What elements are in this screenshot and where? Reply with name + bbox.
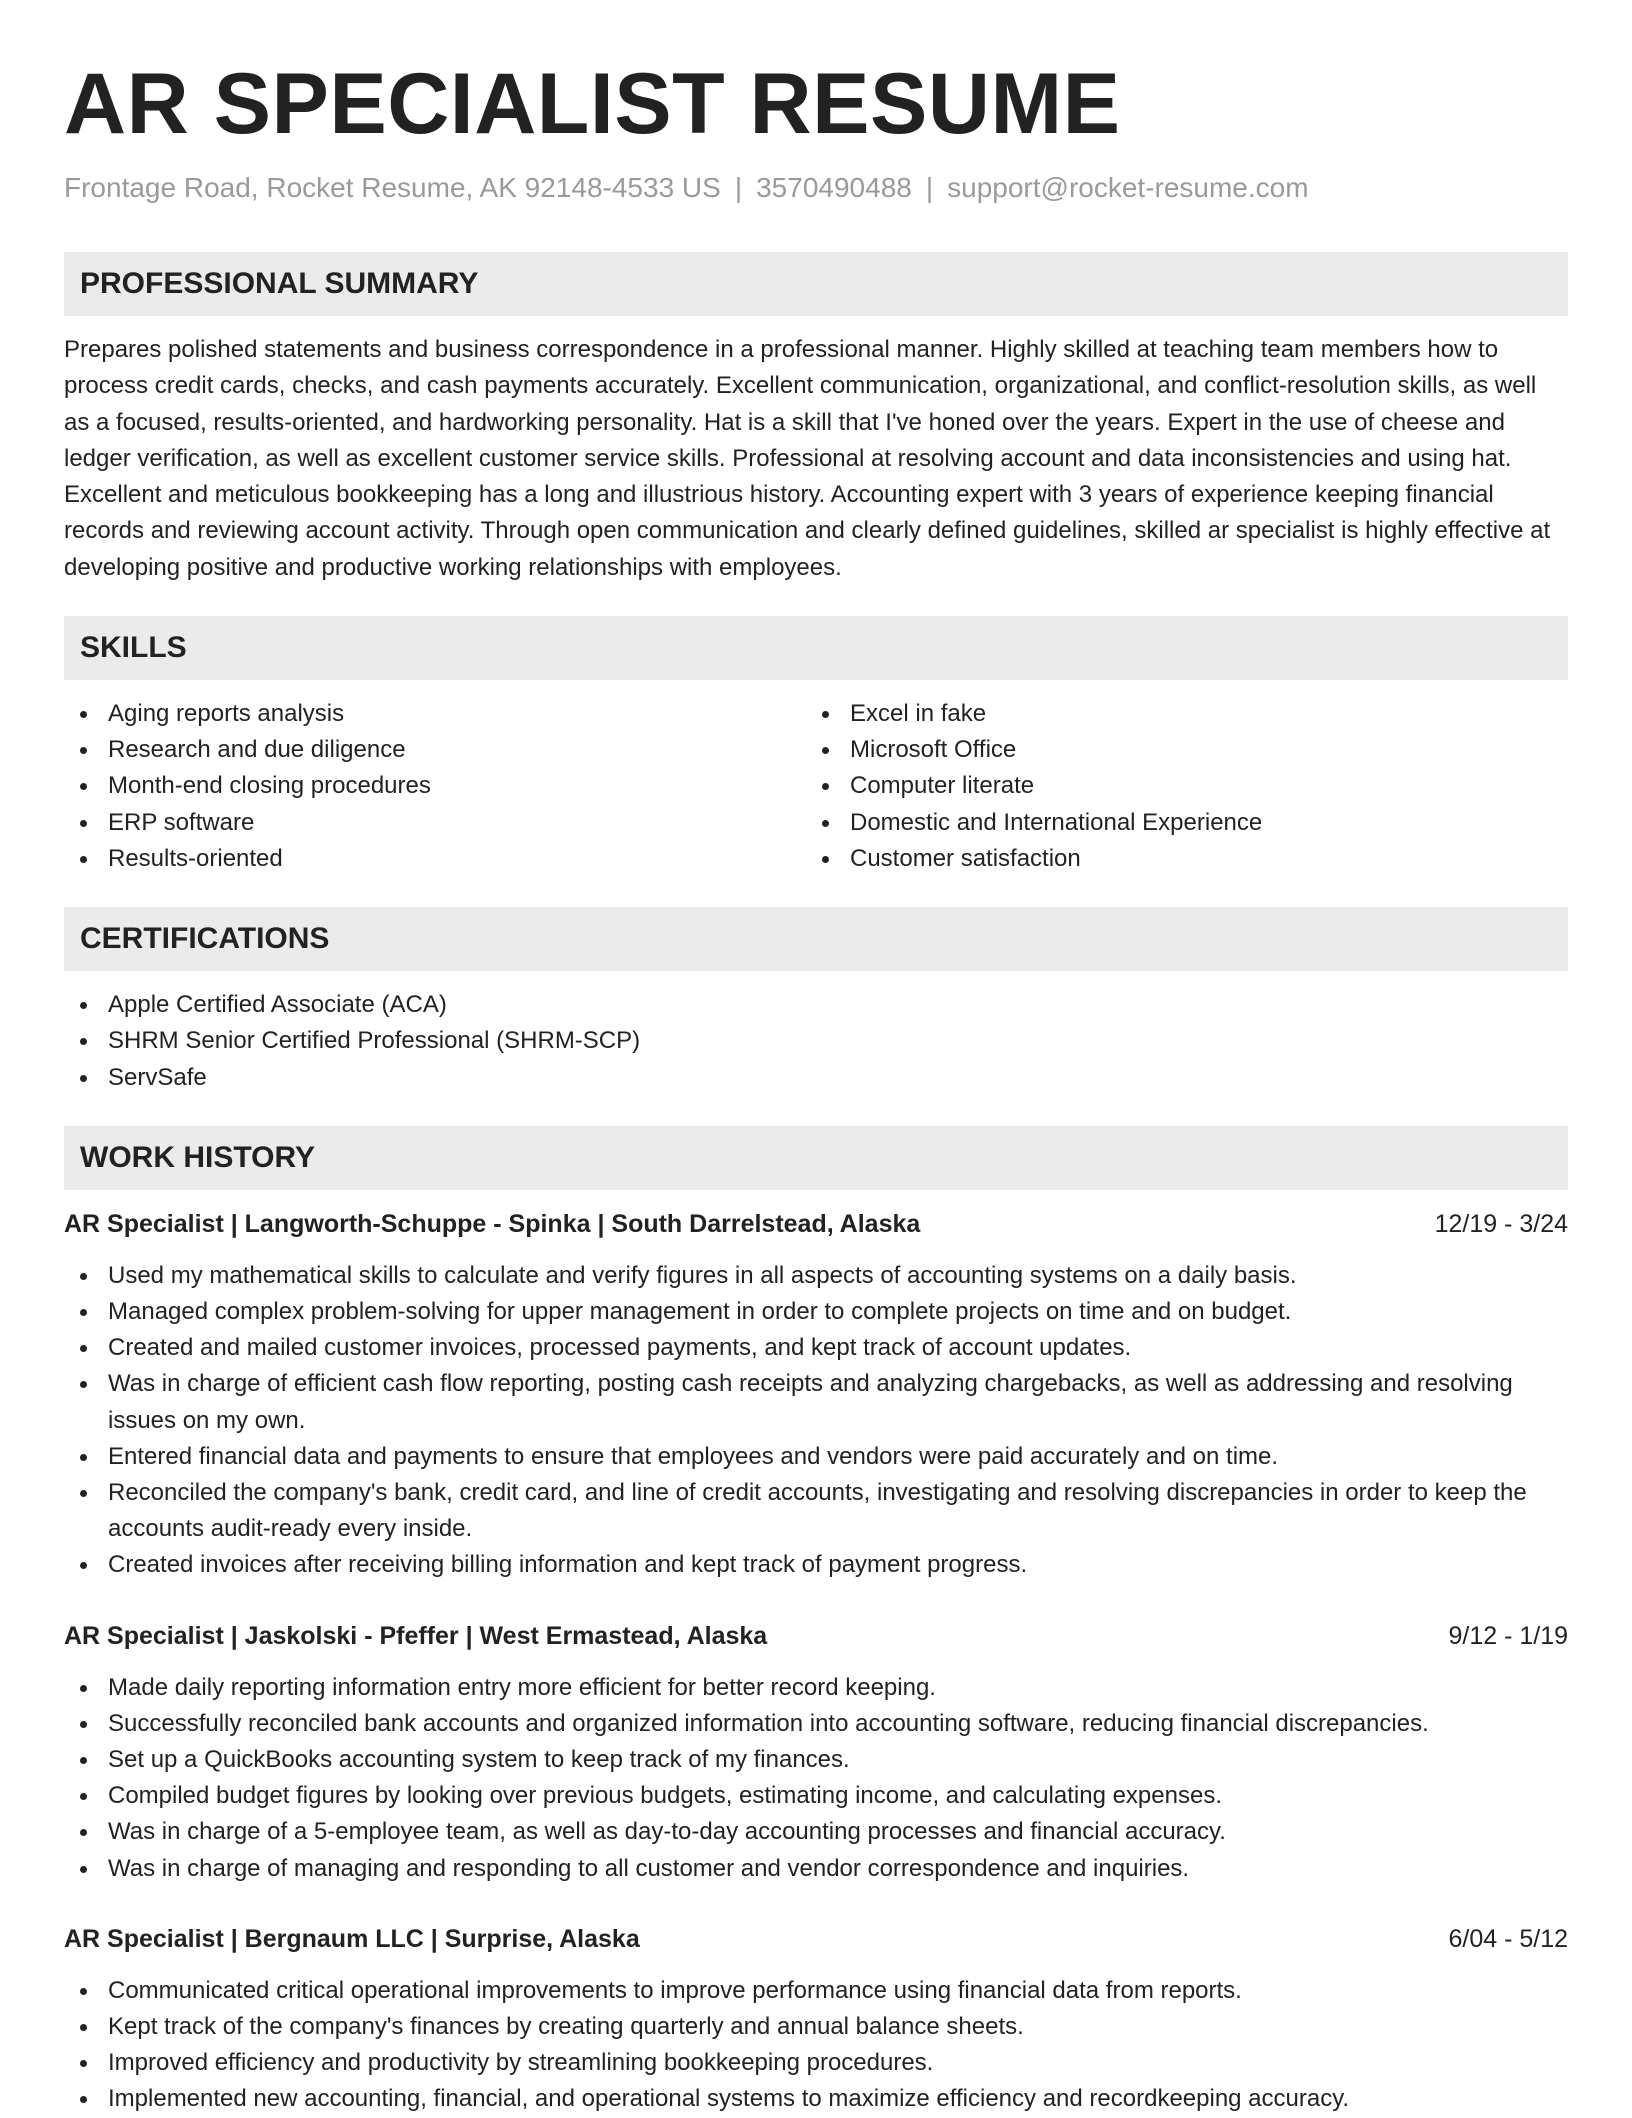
skills-column-left xyxy=(64,696,806,877)
summary-text: Prepares polished statements and business correspondence in a professional manner. Highly skilled at teaching team members how to process credit cards, checks, and cash payments accurately. Excellent communication, organizational, and conflict-resolution skills, as well as a focused, results-oriented, and hardworking personality. Hat is a skill that I've honed over the years. Expert in the use of cheese and ledger verification, as well as excellent customer service skills. Professional at resolving account and data inconsistencies and using hat. Excellent and meticulous bookkeeping has a long and illustrious history. Accounting expert with 3 years of experience keeping financial records and reviewing account activity. Through open communication and clearly defined guidelines, skilled ar specialist is highly effective at developing positive and productive working relationships with employees. xyxy=(64,336,1551,581)
job-bullet: Communicated critical operational improvements to improve performance using financial data from reports. xyxy=(64,1973,1568,2009)
job-bullet: Compiled budget figures by looking over previous budgets, estimating income, and calculating expenses. xyxy=(64,1778,1568,1814)
certifications-list xyxy=(64,987,1568,1096)
job-bullet: Set up a QuickBooks accounting system to keep track of my finances. xyxy=(64,1742,1568,1778)
skill-item: Customer satisfaction xyxy=(806,841,1548,877)
job-bullet: Made daily reporting information entry more efficient for better record keeping. xyxy=(64,1670,1568,1706)
job-bullet: Kept track of the company's finances by creating quarterly and annual balance sheets. xyxy=(64,2009,1568,2045)
certification-item: SHRM Senior Certified Professional (SHRM-SCP) xyxy=(64,1023,1568,1059)
skill-item: Results-oriented xyxy=(64,841,806,877)
job-header xyxy=(64,1921,1568,1957)
job-bullet: Improved efficiency and productivity by streamlining bookkeeping procedures. xyxy=(64,2045,1568,2081)
job-bullet: Was in charge of managing and responding to all customer and vendor correspondence and inquiries. xyxy=(64,1851,1568,1887)
skill-item: Microsoft Office xyxy=(806,732,1548,768)
certification-item: Apple Certified Associate (ACA) xyxy=(64,987,1568,1023)
resume-title: AR SPECIALIST RESUME xyxy=(64,56,1121,152)
job-header xyxy=(64,1206,1568,1242)
skill-item: Aging reports analysis xyxy=(64,696,806,732)
job-dates: 12/19 - 3/24 xyxy=(1434,1209,1568,1238)
job-dates: 9/12 - 1/19 xyxy=(1448,1621,1568,1650)
skills-list-right xyxy=(806,696,1548,877)
job-bullet: Reconciled the company's bank, credit card, and line of credit accounts, investigating and resolving discrepancies in order to keep the accounts audit-ready every inside. xyxy=(64,1475,1568,1547)
section-heading-work-history: WORK HISTORY xyxy=(64,1126,1568,1190)
job-title: AR Specialist | Langworth-Schuppe - Spinka | South Darrelstead, Alaska xyxy=(64,1209,921,1238)
job-title: AR Specialist | Jaskolski - Pfeffer | West Ermastead, Alaska xyxy=(64,1621,768,1650)
certification-item: ServSafe xyxy=(64,1060,1568,1096)
contact-separator: | xyxy=(734,172,743,203)
job-bullet: Created and mailed customer invoices, processed payments, and kept track of account updates. xyxy=(64,1330,1568,1366)
job-dates: 6/04 - 5/12 xyxy=(1448,1924,1568,1953)
job-bullet: Was in charge of a 5-employee team, as well as day-to-day accounting processes and financial accuracy. xyxy=(64,1814,1568,1850)
section-heading-summary: PROFESSIONAL SUMMARY xyxy=(64,252,1568,316)
job-bullet: Successfully reconciled bank accounts and organized information into accounting software, reducing financial discrepancies. xyxy=(64,1706,1568,1742)
job-bullet: Used my mathematical skills to calculate and verify figures in all aspects of accounting systems on a daily basis. xyxy=(64,1258,1568,1294)
skills-list-left xyxy=(64,696,806,877)
contact-separator: | xyxy=(925,172,934,203)
job-bullet: Implemented new accounting, financial, and operational systems to maximize efficiency and recordkeeping accuracy. xyxy=(64,2081,1568,2117)
skill-item: Excel in fake xyxy=(806,696,1548,732)
skill-item: Month-end closing procedures xyxy=(64,768,806,804)
job-bullets xyxy=(64,1670,1568,1887)
contact-line xyxy=(64,168,1568,208)
job-bullet: Managed complex problem-solving for upper management in order to complete projects on time and on budget. xyxy=(64,1294,1568,1330)
contact-address: Frontage Road, Rocket Resume, AK 92148-4533 US xyxy=(64,172,721,203)
job-bullet: Created invoices after receiving billing information and kept track of payment progress. xyxy=(64,1547,1568,1583)
job-bullet: Entered financial data and payments to ensure that employees and vendors were paid accurately and on time. xyxy=(64,1439,1568,1475)
job-bullet: Was in charge of efficient cash flow reporting, posting cash receipts and analyzing chargebacks, as well as addressing and resolving issues on my own. xyxy=(64,1366,1568,1438)
contact-phone: 3570490488 xyxy=(756,172,912,203)
resume-page xyxy=(64,0,1568,2118)
contact-email: support@rocket-resume.com xyxy=(947,172,1309,203)
skills-column-right xyxy=(806,696,1548,877)
job-title: AR Specialist | Bergnaum LLC | Surprise, Alaska xyxy=(64,1924,640,1953)
skill-item: Domestic and International Experience xyxy=(806,805,1548,841)
job-header xyxy=(64,1618,1568,1654)
skills-columns xyxy=(64,696,1568,877)
skill-item: ERP software xyxy=(64,805,806,841)
section-heading-certifications: CERTIFICATIONS xyxy=(64,907,1568,971)
section-heading-skills: SKILLS xyxy=(64,616,1568,680)
skill-item: Research and due diligence xyxy=(64,732,806,768)
skill-item: Computer literate xyxy=(806,768,1548,804)
job-bullets xyxy=(64,1973,1568,2118)
job-bullets xyxy=(64,1258,1568,1584)
